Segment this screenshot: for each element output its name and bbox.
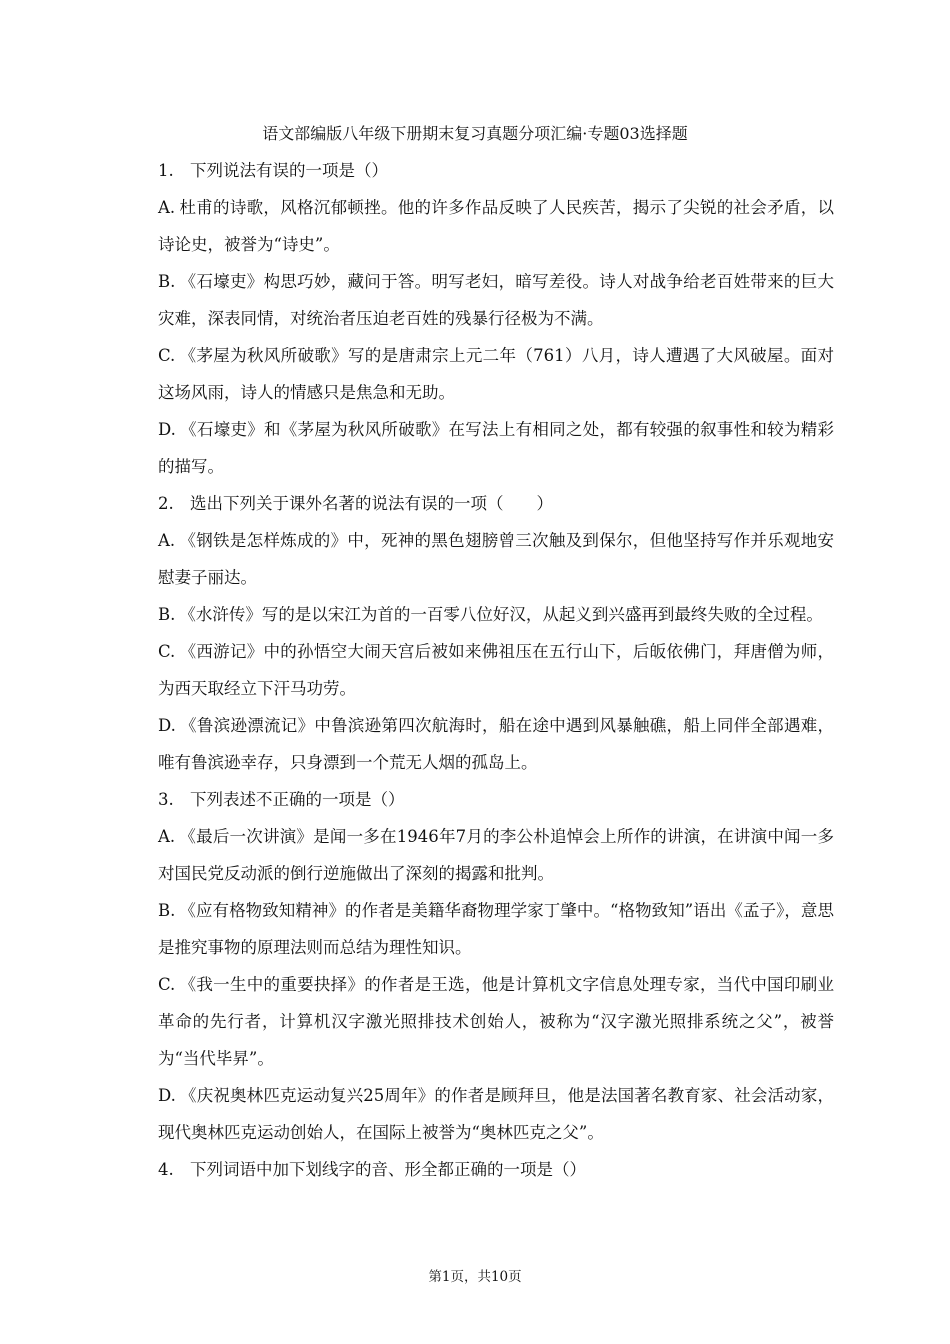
- option-item: [158, 707, 834, 781]
- option-text: 《石壕吏》和《茅屋为秋风所破歌》在写法上有相同之处，都有较强的叙事性和较为精彩的描写。: [158, 420, 834, 476]
- question-stem: [158, 491, 834, 516]
- option-letter: D.: [158, 420, 176, 439]
- question-stem: [158, 158, 834, 183]
- option-item: [158, 263, 834, 337]
- option-letter: A.: [158, 531, 176, 550]
- option-letter: C.: [158, 346, 176, 365]
- question-number: 2.: [158, 494, 174, 513]
- option-letter: B.: [158, 605, 176, 624]
- option-letter: B.: [158, 272, 176, 291]
- option-letter: D.: [158, 716, 176, 735]
- option-item: [158, 892, 834, 966]
- option-item: [158, 633, 834, 707]
- option-text: 《鲁滨逊漂流记》中鲁滨逊第四次航海时，船在途中遇到风暴触礁，船上同伴全部遇难，唯有鲁滨逊幸存，只身漂到一个荒无人烟的孤岛上。: [158, 716, 834, 772]
- option-text: 《钢铁是怎样炼成的》中，死神的黑色翅膀曾三次触及到保尔，但他坚持写作并乐观地安慰妻子丽达。: [158, 531, 834, 587]
- option-text: 《水浒传》写的是以宋江为首的一百零八位好汉，从起义到兴盛再到最终失败的全过程。: [179, 605, 823, 624]
- option-item: [158, 818, 834, 892]
- option-item: [158, 522, 834, 596]
- option-item: [158, 1077, 834, 1151]
- question-text: 下列说法有误的一项是（）: [190, 161, 388, 180]
- option-text: 《石壕吏》构思巧妙，藏问于答。明写老妇，暗写差役。诗人对战争给老百姓带来的巨大灾难，深表同情，对统治者压迫老百姓的残暴行径极为不满。: [158, 272, 834, 328]
- option-letter: A.: [158, 827, 176, 846]
- option-text: 《庆祝奥林匹克运动复兴25周年》的作者是顾拜旦，他是法国著名教育家、社会活动家，现代奥林匹克运动创始人，在国际上被誉为“奥林匹克之父”。: [158, 1086, 834, 1142]
- option-text: 杜甫的诗歌，风格沉郁顿挫。他的许多作品反映了人民疾苦，揭示了尖锐的社会矛盾，以诗论史，被誉为“诗史”。: [158, 198, 834, 254]
- question-text: 下列词语中加下划线字的音、形全都正确的一项是（）: [190, 1160, 586, 1179]
- question-number: 4.: [158, 1160, 174, 1179]
- option-item: [158, 966, 834, 1077]
- page-footer: 第1页，共10页: [428, 1269, 522, 1285]
- question-list: [158, 158, 834, 1194]
- option-item: [158, 411, 834, 485]
- option-text: 《西游记》中的孙悟空大闹天宫后被如来佛祖压在五行山下，后皈依佛门，拜唐僧为师，为西天取经立下汗马功劳。: [158, 642, 834, 698]
- option-item: [158, 596, 834, 633]
- option-item: [158, 337, 834, 411]
- question-text: 下列表述不正确的一项是（）: [190, 790, 405, 809]
- question-number: 3.: [158, 790, 174, 809]
- option-letter: A.: [158, 198, 176, 217]
- question-stem: [158, 787, 834, 812]
- option-letter: D.: [158, 1086, 176, 1105]
- option-text: 《应有格物致知精神》的作者是美籍华裔物理学家丁肇中。“格物致知”语出《孟子》，意思是推究事物的原理法则而总结为理性知识。: [158, 901, 834, 957]
- option-letter: C.: [158, 642, 176, 661]
- option-text: 《我一生中的重要抉择》的作者是王选，他是计算机文字信息处理专家，当代中国印刷业革命的先行者，计算机汉字激光照排技术创始人，被称为“汉字激光照排系统之父”，被誉为“当代毕昇”。: [158, 975, 834, 1068]
- option-letter: B.: [158, 901, 176, 920]
- option-item: [158, 189, 834, 263]
- option-letter: C.: [158, 975, 176, 994]
- option-text: 《最后一次讲演》是闻一多在1946年7月的李公朴追悼会上所作的讲演，在讲演中闻一多对国民党反动派的倒行逆施做出了深刻的揭露和批判。: [158, 827, 834, 883]
- document-title: 语文部编版八年级下册期末复习真题分项汇编·专题03选择题: [262, 124, 688, 143]
- question-text: 选出下列关于课外名著的说法有误的一项（ ）: [190, 494, 553, 513]
- option-text: 《茅屋为秋风所破歌》写的是唐肃宗上元二年（761）八月，诗人遭遇了大风破屋。面对这场风雨，诗人的情感只是焦急和无助。: [158, 346, 834, 402]
- question-stem: [158, 1157, 834, 1182]
- question-number: 1.: [158, 161, 174, 180]
